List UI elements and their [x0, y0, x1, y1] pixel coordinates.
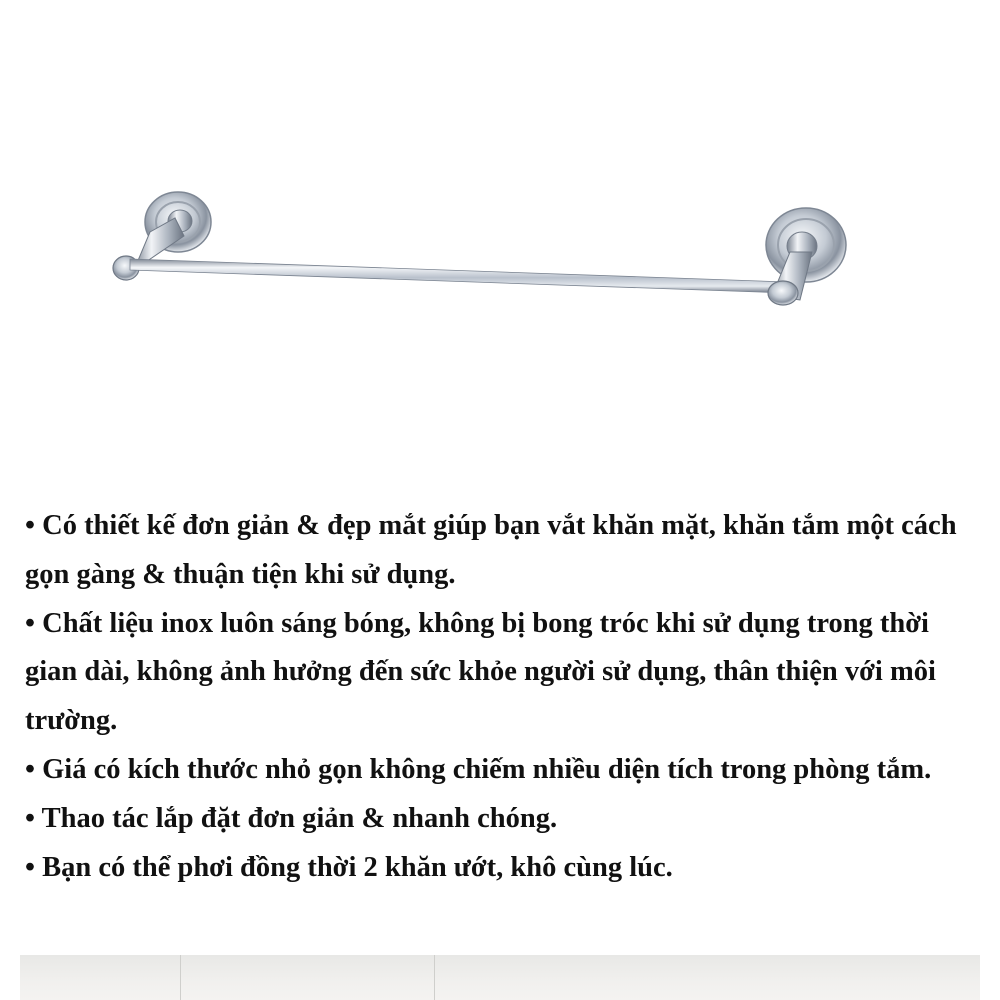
bullet: • [25, 802, 35, 834]
description-item [25, 600, 985, 746]
marble-vein [434, 955, 435, 1000]
towel-bar-rod [130, 259, 788, 293]
description-text: Thao tác lắp đặt đơn giản & nhanh chóng. [41, 802, 558, 834]
description-item [25, 844, 985, 893]
description-text: Bạn có thể phơi đồng thời 2 khăn ướt, khô cùng lúc. [42, 851, 673, 883]
description-text: Có thiết kế đơn giản & đẹp mắt giúp bạn vắt khăn mặt, khăn tắm một cách gọn gàng & thuận tiện khi sử dụng. [25, 510, 957, 590]
bullet: • [25, 753, 35, 785]
product-photo [0, 0, 1000, 480]
description-text: Giá có kích thước nhỏ gọn không chiếm nhiều diện tích trong phòng tắm. [42, 753, 932, 785]
description-text: Chất liệu inox luôn sáng bóng, không bị bong tróc khi sử dụng trong thời gian dài, không ảnh hưởng đến sức khỏe người sử dụng, thân thiện với môi trường. [25, 607, 936, 737]
towel-bar-illustration [0, 0, 1000, 480]
right-mount [766, 208, 846, 305]
marble-vein [180, 955, 181, 1000]
marble-background-image [20, 955, 980, 1000]
description-item [25, 502, 985, 600]
bullet: • [25, 510, 35, 541]
bullet: • [25, 851, 35, 883]
product-description [25, 502, 985, 892]
description-item [25, 795, 985, 844]
bullet: • [25, 607, 35, 639]
description-item [25, 746, 985, 795]
